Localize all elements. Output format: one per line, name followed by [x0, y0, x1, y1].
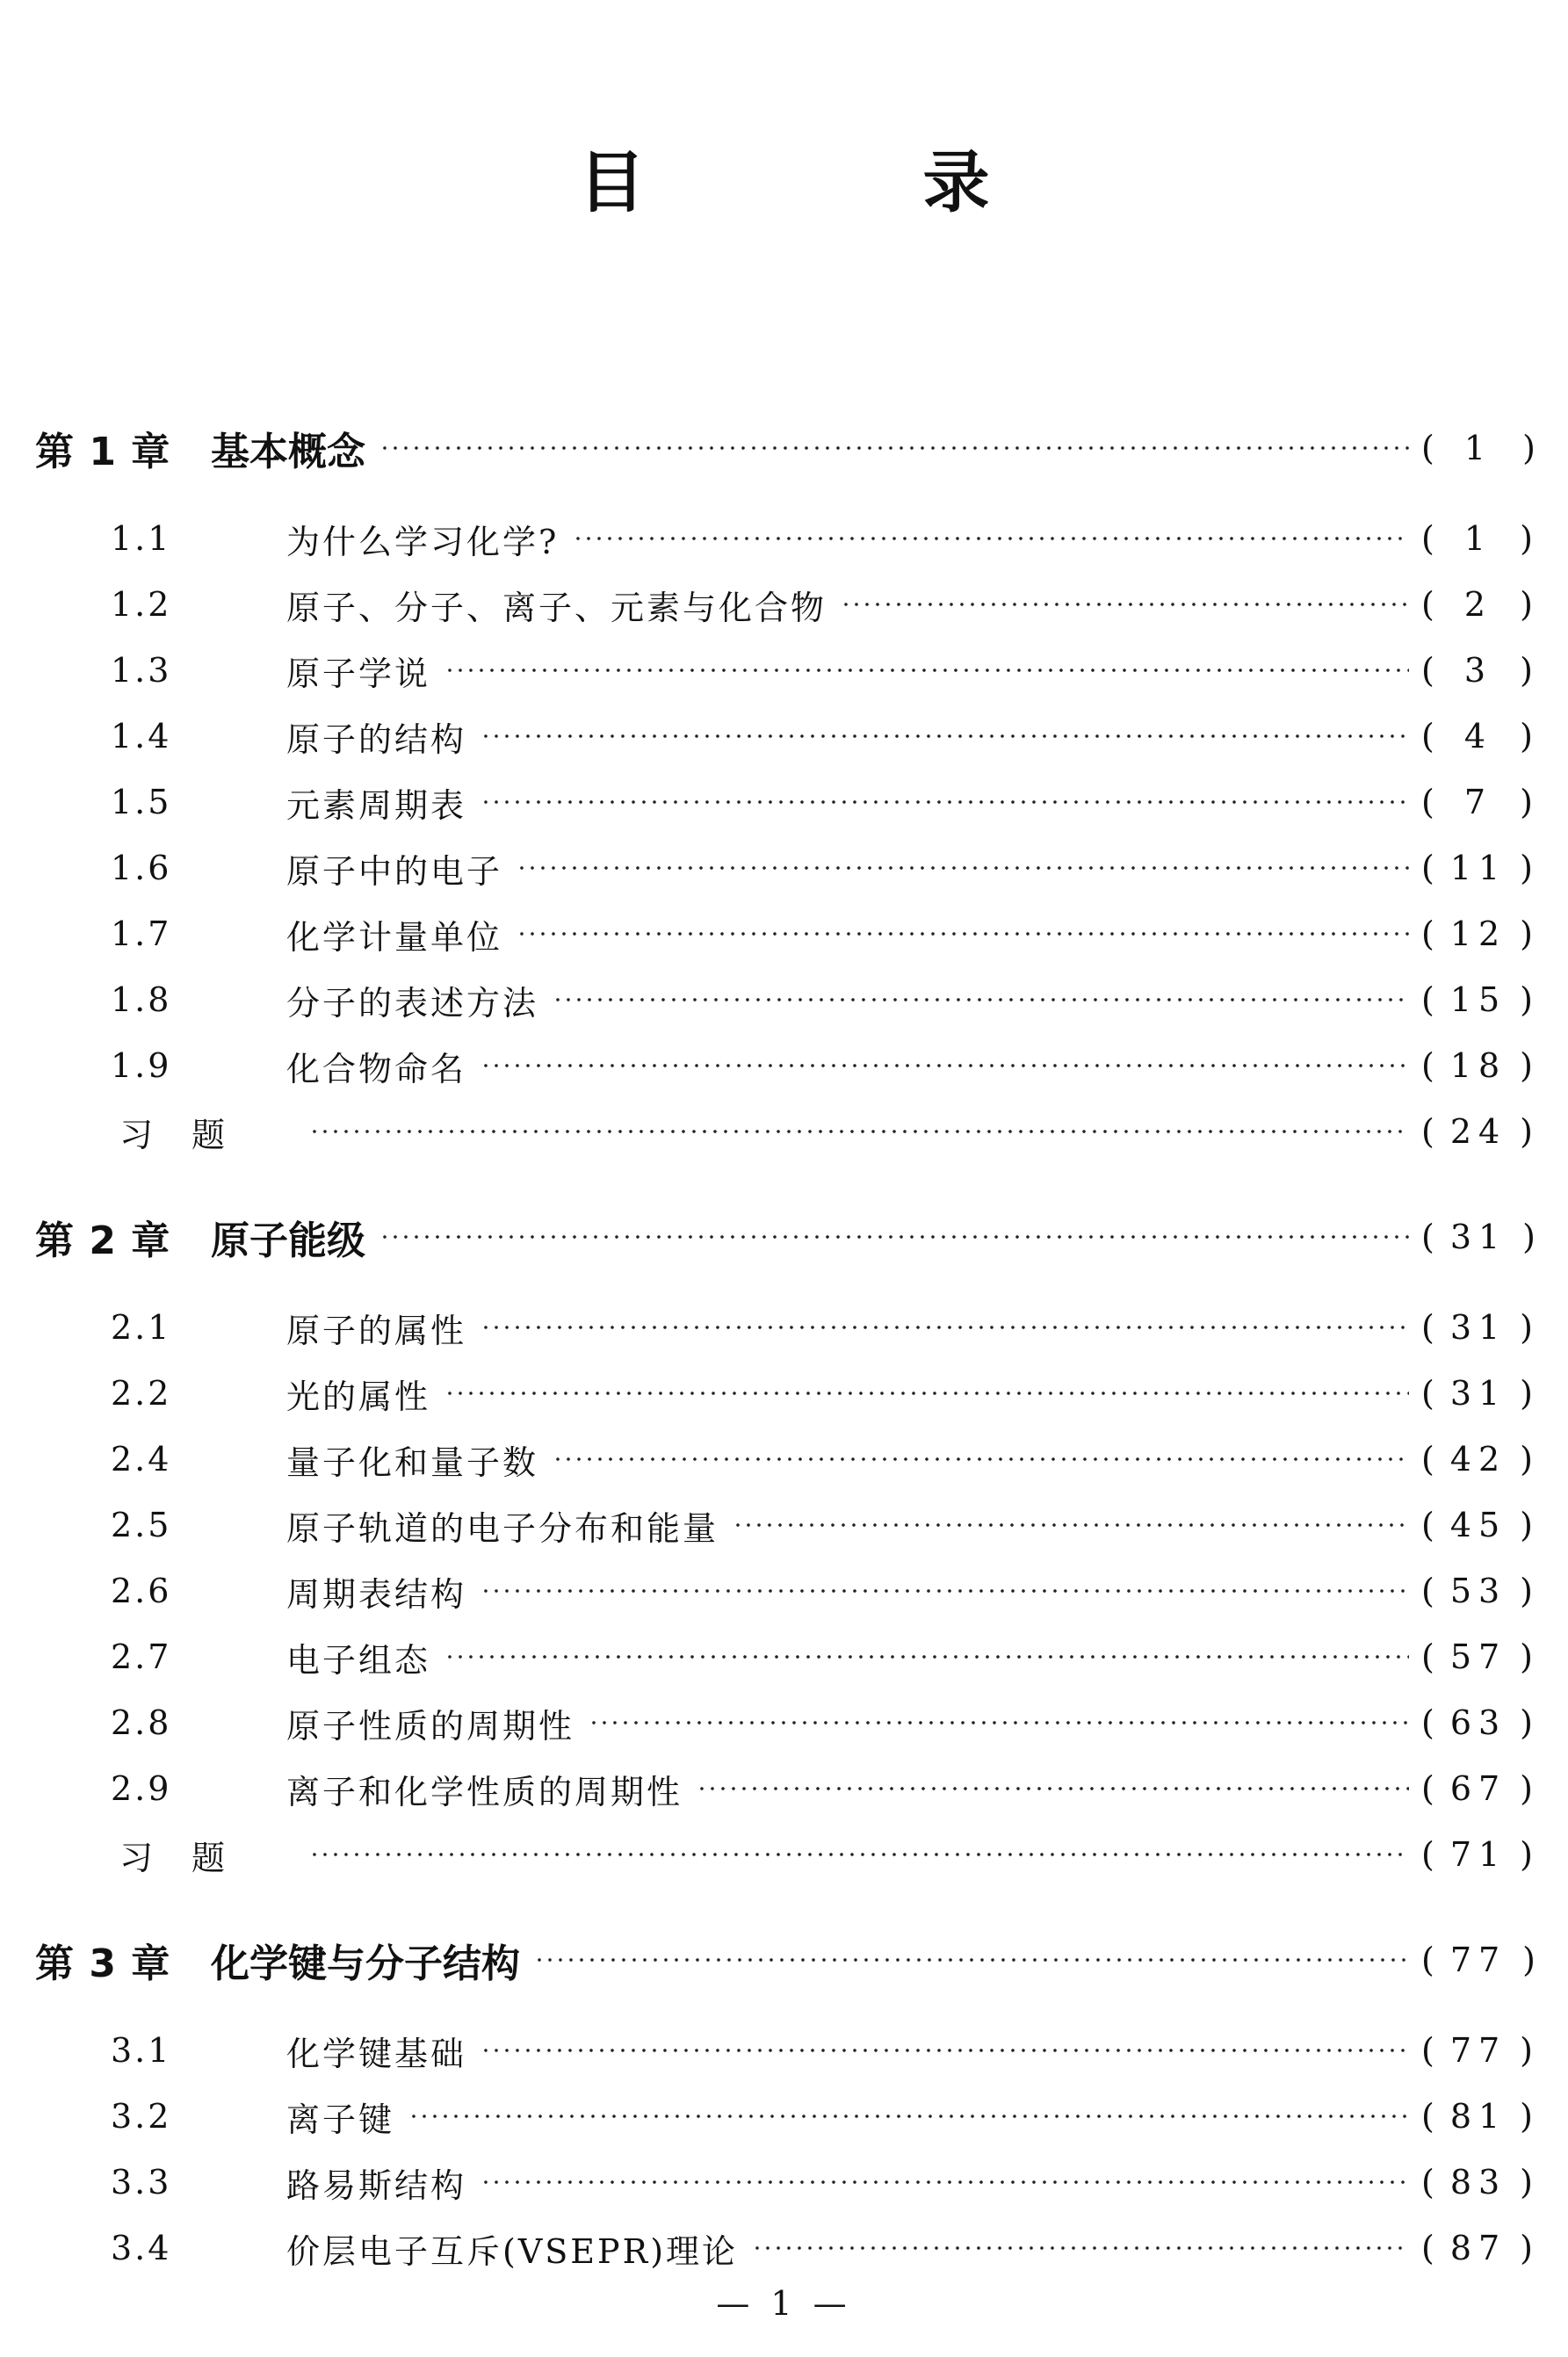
- toc-section-row: [35, 2223, 1535, 2273]
- toc-entry-number: 2.5: [111, 1506, 172, 1544]
- toc-entry-number: 2.6: [111, 1572, 172, 1610]
- toc-page-number: 77: [1449, 1941, 1507, 1979]
- toc-entry-number: 3.1: [111, 2031, 172, 2070]
- close-paren: ): [1520, 1506, 1535, 1544]
- open-paren: (: [1421, 1112, 1437, 1151]
- open-paren: (: [1421, 519, 1437, 558]
- toc-page-ref: [1414, 1506, 1535, 1544]
- dot-leader: [408, 2114, 1409, 2119]
- toc-exercise-row: [35, 1830, 1535, 1879]
- toc-entry-number: 2.7: [111, 1638, 172, 1676]
- close-paren: ): [1522, 1218, 1535, 1256]
- toc-section-row: [35, 1435, 1535, 1484]
- toc-entry-title: 离子和化学性质的周期性: [286, 1772, 683, 1811]
- toc-page-number: 7: [1463, 783, 1493, 821]
- open-paren: (: [1421, 783, 1437, 821]
- toc-entry-title: 光的属性: [286, 1377, 431, 1416]
- close-paren: ): [1520, 1703, 1535, 1742]
- dot-leader: [534, 1957, 1409, 1963]
- toc-entry-number: 3.3: [111, 2163, 172, 2202]
- toc-section-row: [35, 1369, 1535, 1418]
- open-paren: (: [1421, 1703, 1437, 1742]
- toc-page-ref: [1414, 585, 1535, 624]
- toc-page-number: 53: [1449, 1572, 1507, 1610]
- toc-entry-title: 化学键基础: [286, 2034, 467, 2073]
- close-paren: ): [1520, 1572, 1535, 1610]
- page-number-footer: — 1 —: [716, 2284, 852, 2323]
- toc-entry-number: 2.4: [111, 1440, 172, 1479]
- toc-entry-number: 3.4: [111, 2229, 172, 2267]
- toc-page-number: 57: [1449, 1638, 1507, 1676]
- dot-leader: [444, 1391, 1409, 1396]
- dot-leader: [481, 2180, 1409, 2185]
- dot-leader: [573, 536, 1409, 541]
- dot-leader: [444, 1654, 1409, 1659]
- dot-leader: [841, 602, 1409, 607]
- toc-page-number: 42: [1449, 1440, 1507, 1479]
- toc-page-ref: [1414, 1112, 1535, 1151]
- toc-entry-title: 元素周期表: [286, 785, 467, 825]
- toc-section-row: [35, 2158, 1535, 2207]
- dot-leader: [481, 2048, 1409, 2053]
- toc-page-number: 45: [1449, 1506, 1507, 1544]
- toc-page-ref: [1414, 519, 1535, 558]
- open-paren: (: [1421, 980, 1437, 1019]
- toc-entry-title: 化合物命名: [286, 1049, 467, 1088]
- close-paren: ): [1520, 1440, 1535, 1479]
- toc-entry-number: 第 1 章: [35, 430, 171, 474]
- open-paren: (: [1421, 717, 1437, 756]
- toc-page-ref: [1414, 2031, 1535, 2070]
- dot-leader: [309, 1852, 1409, 1857]
- toc-section-row: [35, 2092, 1535, 2141]
- toc-page-number: 63: [1449, 1703, 1507, 1742]
- open-paren: (: [1421, 429, 1434, 467]
- open-paren: (: [1421, 2031, 1437, 2070]
- open-paren: (: [1421, 1374, 1437, 1413]
- toc-entry-number: 1.9: [111, 1046, 172, 1085]
- close-paren: ): [1520, 2229, 1535, 2267]
- toc-entry-title: 原子中的电子: [286, 851, 503, 891]
- toc-entry-title: 化学计量单位: [286, 917, 503, 957]
- toc-entry-title: 原子的属性: [286, 1311, 467, 1350]
- toc-entry-title: 化学键与分子结构: [211, 1941, 520, 1986]
- dot-leader: [444, 668, 1409, 673]
- toc-entry-number: 2.1: [111, 1308, 172, 1347]
- toc-entry-number: 3.2: [111, 2097, 172, 2136]
- dot-leader: [481, 734, 1409, 739]
- toc-page-number: 71: [1449, 1835, 1507, 1874]
- toc-page-number: 67: [1449, 1769, 1507, 1808]
- toc-page-number: 12: [1449, 915, 1507, 953]
- toc-entry-number: 2.8: [111, 1703, 172, 1742]
- dot-leader: [553, 1457, 1409, 1462]
- toc-entry-number: 1.6: [111, 849, 172, 887]
- toc-entry-title: 价层电子互斥(VSEPR)理论: [286, 2231, 739, 2271]
- open-paren: (: [1421, 1218, 1434, 1256]
- toc-section-row: [35, 777, 1535, 827]
- close-paren: ): [1520, 915, 1535, 953]
- toc-entry-title: 路易斯结构: [286, 2165, 467, 2205]
- toc-page-ref: [1414, 980, 1535, 1019]
- toc-entry-title: 量子化和量子数: [286, 1442, 539, 1482]
- close-paren: ): [1520, 1112, 1535, 1151]
- toc-section-row: [35, 1500, 1535, 1550]
- dot-leader: [481, 799, 1409, 805]
- close-paren: ): [1520, 1374, 1535, 1413]
- toc-section-row: [35, 1632, 1535, 1681]
- toc-entry-number: 1.5: [111, 783, 172, 821]
- toc-entry-number: 2.9: [111, 1769, 172, 1808]
- toc-page-number: 4: [1463, 717, 1493, 756]
- toc-page-ref: [1414, 1440, 1535, 1479]
- dot-leader: [481, 1325, 1409, 1330]
- close-paren: ): [1520, 585, 1535, 624]
- dot-leader: [481, 1588, 1409, 1594]
- close-paren: ): [1520, 519, 1535, 558]
- toc-page-ref: [1414, 1941, 1535, 1979]
- close-paren: ): [1520, 783, 1535, 821]
- toc-entry-number: 1.1: [111, 519, 172, 558]
- open-paren: (: [1421, 585, 1437, 624]
- toc-page-ref: [1414, 651, 1535, 690]
- open-paren: (: [1421, 1440, 1437, 1479]
- toc-page-ref: [1414, 1218, 1535, 1256]
- close-paren: ): [1520, 2031, 1535, 2070]
- toc-page-ref: [1414, 1638, 1535, 1676]
- toc-entry-title: 原子、分子、离子、元素与化合物: [286, 588, 827, 627]
- toc-page-ref: [1414, 849, 1535, 887]
- close-paren: ): [1520, 1046, 1535, 1085]
- toc-section-row: [35, 1041, 1535, 1090]
- toc-page-number: 11: [1449, 849, 1507, 887]
- toc-page-ref: [1414, 1769, 1535, 1808]
- toc-page-number: 3: [1463, 651, 1493, 690]
- toc-page-ref: [1414, 2097, 1535, 2136]
- toc-page-number: 31: [1449, 1374, 1507, 1413]
- toc-section-row: [35, 843, 1535, 893]
- toc-entry-title: 原子轨道的电子分布和能量: [286, 1508, 719, 1548]
- toc-entry-number: 1.7: [111, 915, 172, 953]
- close-paren: ): [1520, 651, 1535, 690]
- close-paren: ): [1522, 1941, 1535, 1979]
- open-paren: (: [1421, 651, 1437, 690]
- toc-section-row: [35, 514, 1535, 563]
- toc-page-number: 18: [1449, 1046, 1507, 1085]
- close-paren: ): [1520, 1769, 1535, 1808]
- toc-section-row: [35, 1698, 1535, 1747]
- toc-section-row: [35, 712, 1535, 761]
- toc-entry-number: 2.2: [111, 1374, 172, 1413]
- toc-section-row: [35, 646, 1535, 695]
- toc-entry-title: 原子学说: [286, 654, 431, 693]
- toc-section-row: [35, 975, 1535, 1024]
- dot-leader: [379, 445, 1409, 451]
- open-paren: (: [1421, 2097, 1437, 2136]
- close-paren: ): [1520, 2097, 1535, 2136]
- open-paren: (: [1421, 1835, 1437, 1874]
- toc-page-number: 31: [1449, 1218, 1507, 1256]
- dot-leader: [309, 1129, 1409, 1134]
- toc-page-ref: [1414, 915, 1535, 953]
- dot-leader: [517, 931, 1409, 936]
- toc-entry-title: 为什么学习化学?: [286, 522, 560, 561]
- open-paren: (: [1421, 915, 1437, 953]
- toc-section-row: [35, 580, 1535, 629]
- toc-page-number: 83: [1449, 2163, 1507, 2202]
- close-paren: ): [1520, 1835, 1535, 1874]
- toc-page-ref: [1414, 2163, 1535, 2202]
- toc-entry-number: 1.2: [111, 585, 172, 624]
- toc-entry-title: 周期表结构: [286, 1574, 467, 1614]
- dot-leader: [553, 997, 1409, 1002]
- toc-page-ref: [1414, 1703, 1535, 1742]
- toc-page-ref: [1414, 717, 1535, 756]
- toc-chapter-row: [35, 423, 1535, 473]
- open-paren: (: [1421, 2163, 1437, 2202]
- toc-page-ref: [1414, 1835, 1535, 1874]
- dot-leader: [752, 2245, 1409, 2251]
- toc-entry-title: 原子能级: [211, 1218, 365, 1263]
- toc-entry-title: 原子性质的周期性: [286, 1706, 575, 1746]
- toc-page-number: 1: [1463, 519, 1493, 558]
- toc-entry-number: 1.4: [111, 717, 172, 756]
- page-title: 目 录: [578, 143, 1095, 221]
- open-paren: (: [1421, 1046, 1437, 1085]
- open-paren: (: [1421, 1506, 1437, 1544]
- toc-page-number: 77: [1449, 2031, 1507, 2070]
- open-paren: (: [1421, 2229, 1437, 2267]
- toc-page-ref: [1414, 1046, 1535, 1085]
- toc-section-row: [35, 1764, 1535, 1813]
- toc-entry-title: 分子的表述方法: [286, 983, 539, 1023]
- toc-entry-number: 第 3 章: [35, 1941, 171, 1986]
- open-paren: (: [1421, 1769, 1437, 1808]
- toc-section-row: [35, 1303, 1535, 1352]
- dot-leader: [697, 1786, 1409, 1791]
- open-paren: (: [1421, 1941, 1434, 1979]
- dot-leader: [517, 865, 1409, 871]
- toc-page-ref: [1414, 429, 1535, 467]
- toc-page-number: 24: [1449, 1112, 1507, 1151]
- close-paren: ): [1522, 429, 1535, 467]
- toc-section-row: [35, 2026, 1535, 2075]
- open-paren: (: [1421, 1572, 1437, 1610]
- open-paren: (: [1421, 1308, 1437, 1347]
- toc-page-number: 2: [1463, 585, 1493, 624]
- dot-leader: [733, 1522, 1409, 1528]
- toc-page-number: 15: [1449, 980, 1507, 1019]
- toc-entry-number: 1.3: [111, 651, 172, 690]
- toc-entry-number: 习题: [119, 1838, 264, 1877]
- toc-page-ref: [1414, 1374, 1535, 1413]
- dot-leader: [589, 1720, 1409, 1725]
- close-paren: ): [1520, 849, 1535, 887]
- toc-page-ref: [1414, 2229, 1535, 2267]
- toc-page-ref: [1414, 783, 1535, 821]
- toc-chapter-row: [35, 1212, 1535, 1262]
- toc-page-number: 87: [1449, 2229, 1507, 2267]
- dot-leader: [379, 1234, 1409, 1240]
- open-paren: (: [1421, 849, 1437, 887]
- close-paren: ): [1520, 2163, 1535, 2202]
- toc-page-ref: [1414, 1308, 1535, 1347]
- toc-entry-title: 离子键: [286, 2100, 395, 2139]
- open-paren: (: [1421, 1638, 1437, 1676]
- close-paren: ): [1520, 980, 1535, 1019]
- close-paren: ): [1520, 1638, 1535, 1676]
- toc-exercise-row: [35, 1107, 1535, 1156]
- toc-page-number: 31: [1449, 1308, 1507, 1347]
- close-paren: ): [1520, 1308, 1535, 1347]
- toc-chapter-row: [35, 1935, 1535, 1985]
- toc-section-row: [35, 1566, 1535, 1616]
- toc-page-number: 81: [1449, 2097, 1507, 2136]
- toc-entry-number: 习题: [119, 1115, 264, 1154]
- close-paren: ): [1520, 717, 1535, 756]
- toc-entry-title: 电子组态: [286, 1640, 431, 1680]
- toc-page-ref: [1414, 1572, 1535, 1610]
- dot-leader: [481, 1063, 1409, 1068]
- toc-entry-title: 基本概念: [211, 430, 365, 474]
- toc-entry-number: 1.8: [111, 980, 172, 1019]
- toc-entry-title: 原子的结构: [286, 719, 467, 759]
- toc-page-number: 1: [1463, 429, 1493, 467]
- toc-entry-number: 第 2 章: [35, 1218, 171, 1263]
- toc-section-row: [35, 909, 1535, 958]
